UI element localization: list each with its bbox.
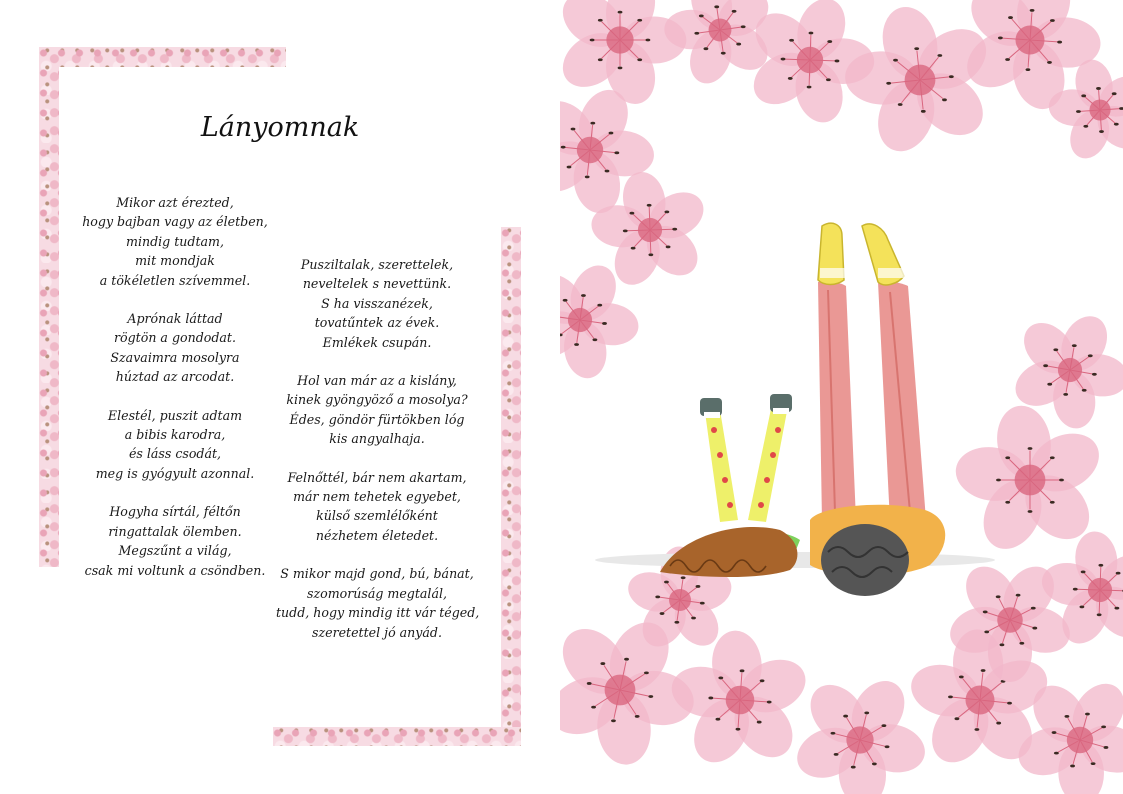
poem-line: Aprónak láttad xyxy=(127,311,223,327)
poem-line: rögtön a gondodat. xyxy=(114,330,236,346)
child-legs xyxy=(705,404,788,522)
poem-line: meg is gyógyult azonnal. xyxy=(95,465,255,481)
poem-line: húztad az arcodat. xyxy=(115,369,235,385)
poem-page xyxy=(0,0,560,794)
poem-line: Felnőttél, bár nem akartam, xyxy=(287,469,467,485)
poem-line: Megszűnt a világ, xyxy=(118,543,232,559)
poem-column-right xyxy=(276,255,478,661)
poem-line: Édes, göndör fürtökben lóg xyxy=(289,411,465,427)
poem-column-left xyxy=(80,193,270,599)
poem-line: szomorúság megtalál, xyxy=(307,585,447,601)
poem-line: Hogyha sírtál, féltőn xyxy=(109,504,241,520)
poem-stanza xyxy=(80,502,270,580)
mother-legs xyxy=(818,281,926,522)
poem-line: Hol van már az a kislány, xyxy=(297,373,457,389)
floral-border-left xyxy=(39,47,59,567)
poem-line: Mikor azt érezted, xyxy=(116,195,234,210)
poem-line: a bibis karodra, xyxy=(124,427,226,443)
illustration-page xyxy=(560,0,1123,794)
poem-line: hogy bajban vagy az életben, xyxy=(82,214,268,230)
poem-stanza xyxy=(276,255,478,352)
poem-line: ringattalak ölemben. xyxy=(108,523,242,539)
poem-line: mit mondjak xyxy=(135,253,215,269)
poem-line: mindig tudtam, xyxy=(126,233,224,249)
poem-line: kis angyalhaja. xyxy=(329,431,425,447)
poem-line: tudd, hogy mindig itt vár téged, xyxy=(276,605,480,621)
poem-line: tovatűntek az évek. xyxy=(314,315,440,331)
poem-line: Emlékek csupán. xyxy=(322,334,432,350)
mother-shoes xyxy=(818,223,906,285)
poem-stanza xyxy=(80,193,270,290)
mother-daughter-illustration xyxy=(560,0,1123,794)
poem-stanza xyxy=(276,564,478,642)
poem-stanza xyxy=(276,371,478,449)
poem-title: Lányomnak xyxy=(200,112,360,143)
poem-line: külső szemlélőként xyxy=(316,508,438,524)
child-hair xyxy=(660,527,797,577)
poem-line: neveltelek s nevettünk. xyxy=(302,276,452,292)
poem-line: kinek gyöngyöző a mosolya? xyxy=(286,392,468,408)
poem-line: Elestél, puszit adtam xyxy=(107,407,243,423)
poem-line: már nem tehetek egyebet, xyxy=(293,489,461,505)
poem-line: és láss csodát, xyxy=(128,446,222,462)
poem-stanza xyxy=(80,406,270,484)
poem-line: a tökéletlen szívemmel. xyxy=(99,272,251,288)
poem-stanza xyxy=(80,309,270,387)
mother-hair xyxy=(821,524,909,596)
poem-line: S ha visszanézek, xyxy=(321,295,433,311)
poem-line: csak mi voltunk a csöndben. xyxy=(84,562,266,578)
poem-stanza xyxy=(276,468,478,546)
poem-line: S mikor majd gond, bú, bánat, xyxy=(280,566,474,582)
poem-line: szeretettel jó anyád. xyxy=(312,624,442,640)
floral-border-top xyxy=(39,47,286,67)
floral-border-bottom xyxy=(273,727,521,746)
poem-line: Pusziltalak, szerettelek, xyxy=(300,257,454,272)
floral-border-right xyxy=(501,227,521,746)
poem-line: Szavaimra mosolyra xyxy=(110,349,240,365)
poem-line: nézhetem életedet. xyxy=(315,527,439,543)
